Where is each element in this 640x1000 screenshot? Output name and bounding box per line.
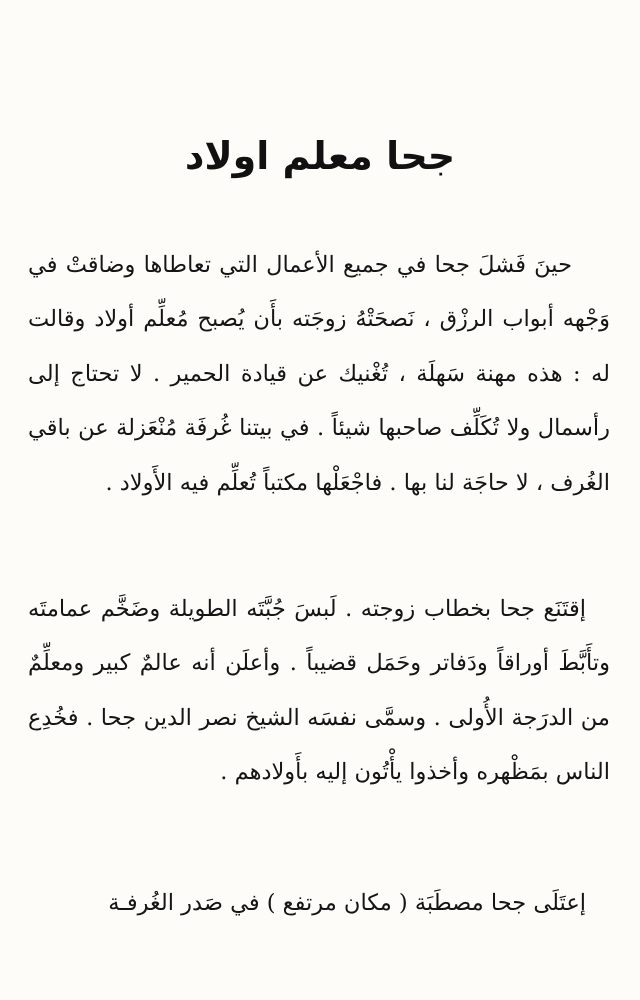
paragraph-1: حينَ فَشلَ جحا في جميع الأعمال التي تعاطاها وضاقتْ في وَجْهه أبواب الرزْق ، نَصحَتْهُ زوجَته بأَن يُصبح مُعلِّم أولاد وقالت له : هذه مهنة سَهلَة ، تُغْنيك عن قيادة الحمير . لا تحتاج إلى رأسمال ولا تُكَلِّف صاحبها شيئاً . في بيتنا غُرفَة مُنْعَزلة عن باقي الغُرف ، لا حاجَة لنا بها . فاجْعَلْها مكتباً تُعلِّم فيه الأَولاد . [28,252,610,496]
page-title: جحا معلم اولاد [184,134,456,178]
paragraph-3: إعتَلَى جحا مصطَبَة ( مكان مرتفع ) في صَدر الغُرفـة [108,890,586,916]
paragraph-2: إقتَنَع جحا بخطاب زوجته . لَبسَ جُبَّتَه الطويلة وضَخَّم عمامتَه وتأَبَّطَ أوراقاً ودَفاتر وحَمَل قضيباً . وأعلَن أنه عالمٌ كبير ومعلِّمٌ من الدرَجة الأُولى . وسمَّى نفسَه الشيخ نصر الدين جحا . فخُدِع الناس بمَظْهره وأخذوا يأْتُون إليه بأَولادهم . [28,596,610,786]
